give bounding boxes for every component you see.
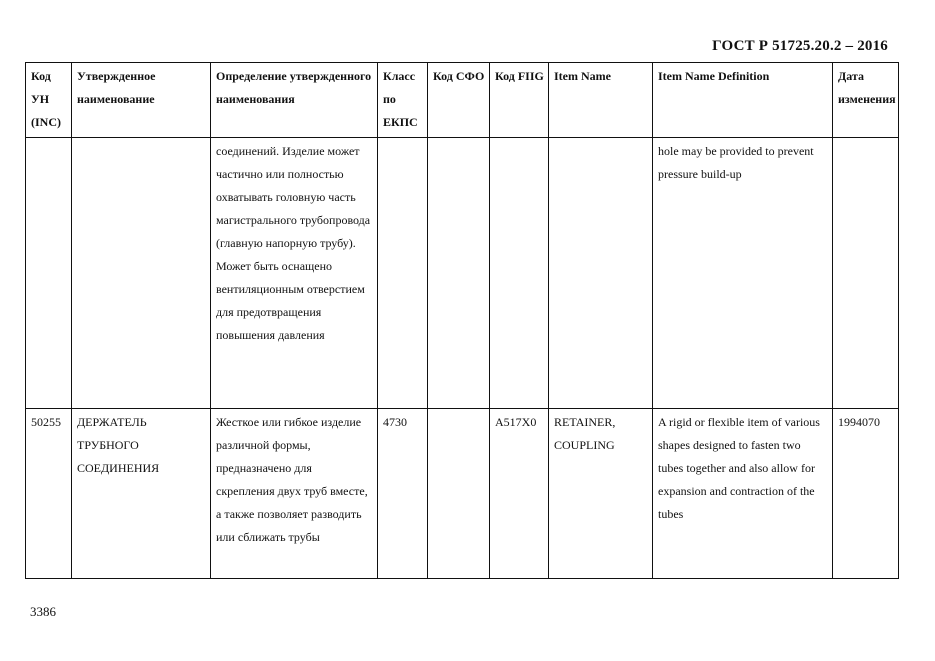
cell-definition: соединений. Изделие может частично или полностью охватывать головную часть магистрального трубопровода (главную напорную трубу). Может быть оснащено вентиляционным отверстием для предотвращения повышения давления — [211, 138, 378, 409]
cell-approved-name — [72, 138, 211, 409]
cell-ekps-class — [378, 138, 428, 409]
document-standard-title: ГОСТ Р 51725.20.2 – 2016 — [712, 38, 888, 54]
cell-sfo-code — [428, 138, 490, 409]
cell-inc: 50255 — [26, 409, 72, 579]
cell-item-name-definition: hole may be provided to prevent pressure build-up — [653, 138, 833, 409]
cell-fiig-code: A517X0 — [490, 409, 549, 579]
catalog-table — [25, 62, 899, 579]
cell-change-date: 1994070 — [833, 409, 899, 579]
table-header-row — [26, 63, 899, 138]
column-header-sfo-code: Код СФО — [428, 63, 490, 138]
cell-item-name-definition: A rigid or flexible item of various shapes designed to fasten two tubes together and also allow for expansion and contraction of the tubes — [653, 409, 833, 579]
table-row — [26, 409, 899, 579]
cell-approved-name: ДЕРЖАТЕЛЬ ТРУБНОГО СОЕДИНЕНИЯ — [72, 409, 211, 579]
column-header-item-name-definition: Item Name Definition — [653, 63, 833, 138]
column-header-change-date: Дата изменения — [833, 63, 899, 138]
column-header-inc: Код УН (INC) — [26, 63, 72, 138]
column-header-approved-name: Утвержденное наименование — [72, 63, 211, 138]
page-number: 3386 — [30, 604, 56, 619]
table-row — [26, 138, 899, 409]
column-header-definition: Определение утвержденного наименования — [211, 63, 378, 138]
cell-item-name — [549, 138, 653, 409]
column-header-item-name: Item Name — [549, 63, 653, 138]
column-header-ekps-class: Класс по ЕКПС — [378, 63, 428, 138]
cell-definition: Жесткое или гибкое изделие различной формы, предназначено для скрепления двух труб вместе, а также позволяет разводить или сближать трубы — [211, 409, 378, 579]
cell-item-name: RETAINER, COUPLING — [549, 409, 653, 579]
cell-change-date — [833, 138, 899, 409]
cell-sfo-code — [428, 409, 490, 579]
cell-fiig-code — [490, 138, 549, 409]
column-header-fiig-code: Код FIIG — [490, 63, 549, 138]
cell-ekps-class: 4730 — [378, 409, 428, 579]
cell-inc — [26, 138, 72, 409]
